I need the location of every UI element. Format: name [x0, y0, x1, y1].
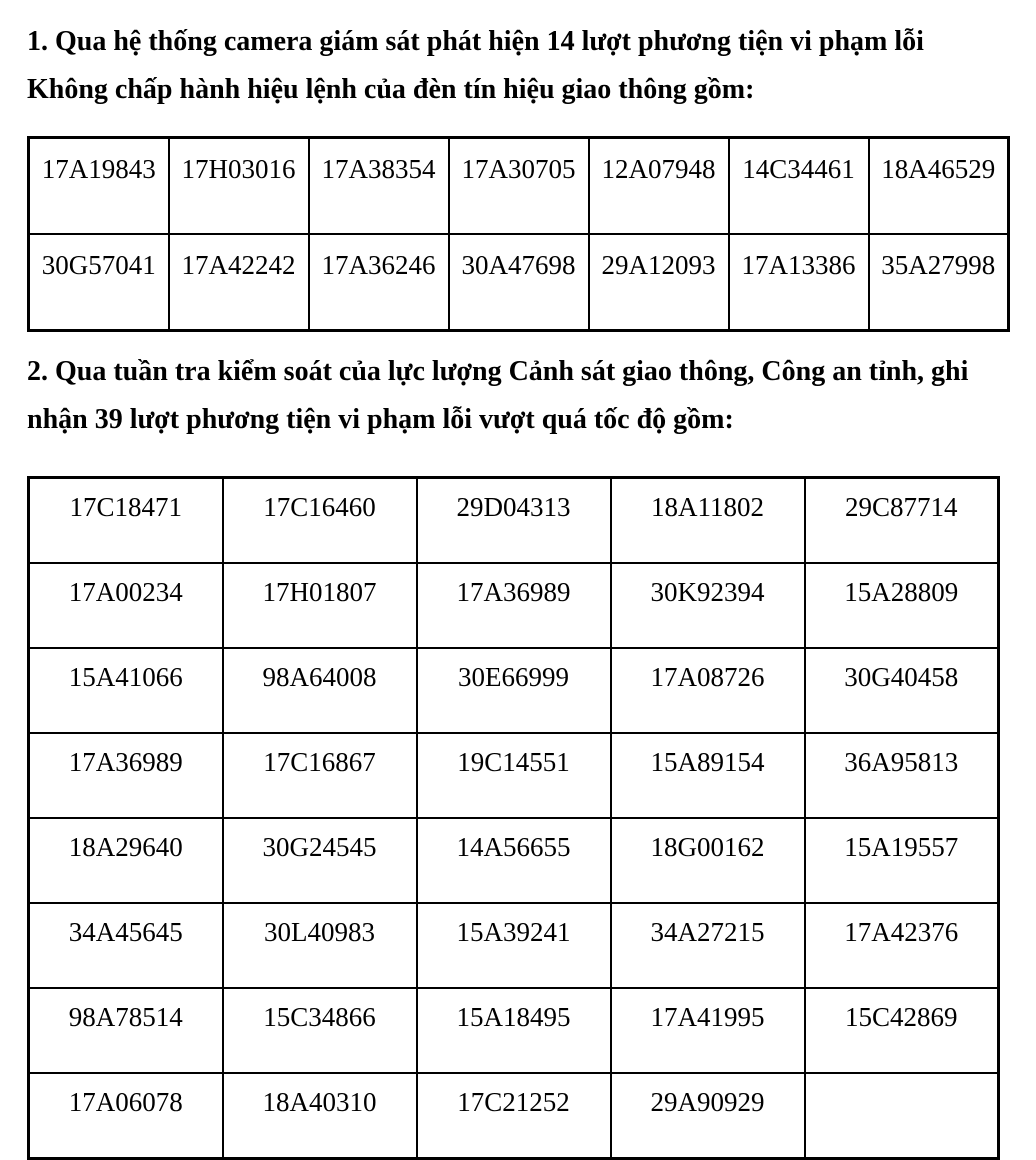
plate-cell: 17A30705: [449, 138, 589, 235]
plate-cell: 18A46529: [869, 138, 1009, 235]
plate-cell: 15A28809: [805, 563, 999, 648]
plate-cell: 15A89154: [611, 733, 805, 818]
plate-cell: 14A56655: [417, 818, 611, 903]
table-row: [29, 563, 999, 648]
plate-cell: 34A45645: [29, 903, 223, 988]
plate-cell: 18A11802: [611, 478, 805, 564]
plate-cell: 17H03016: [169, 138, 309, 235]
plate-cell: 12A07948: [589, 138, 729, 235]
table-row: [29, 138, 1009, 235]
plate-cell: 30G57041: [29, 234, 169, 331]
plate-cell: 15C42869: [805, 988, 999, 1073]
plate-cell: 30A47698: [449, 234, 589, 331]
plate-cell: 35A27998: [869, 234, 1009, 331]
table-row: [29, 234, 1009, 331]
plate-cell: 30G24545: [223, 818, 417, 903]
plate-cell: 17A13386: [729, 234, 869, 331]
table-row: [29, 733, 999, 818]
plate-cell: 98A78514: [29, 988, 223, 1073]
empty-cell: [805, 1073, 999, 1159]
plate-cell: 17A08726: [611, 648, 805, 733]
plate-cell: 17A00234: [29, 563, 223, 648]
section1-heading: 1. Qua hệ thống camera giám sát phát hiện 14 lượt phương tiện vi phạm lỗi Không chấp hành hiệu lệnh của đèn tín hiệu giao thông gồm:: [27, 26, 924, 105]
plate-cell: 15A19557: [805, 818, 999, 903]
plate-cell: 15A41066: [29, 648, 223, 733]
plate-cell: 18G00162: [611, 818, 805, 903]
plate-cell: 15A39241: [417, 903, 611, 988]
plate-cell: 17A42376: [805, 903, 999, 988]
speeding-violations-table: [27, 476, 1000, 1160]
table-row: [29, 903, 999, 988]
plate-cell: 17C18471: [29, 478, 223, 564]
table-row: [29, 478, 999, 564]
plate-cell: 19C14551: [417, 733, 611, 818]
plate-cell: 17C16867: [223, 733, 417, 818]
plate-cell: 29A12093: [589, 234, 729, 331]
plate-cell: 17A42242: [169, 234, 309, 331]
table-row: [29, 1073, 999, 1159]
camera-violations-table: [27, 136, 1010, 332]
camera-violations-table-body: [29, 138, 1009, 331]
plate-cell: 17H01807: [223, 563, 417, 648]
plate-cell: 17A06078: [29, 1073, 223, 1159]
plate-cell: 17A38354: [309, 138, 449, 235]
plate-cell: 34A27215: [611, 903, 805, 988]
plate-cell: 15A18495: [417, 988, 611, 1073]
plate-cell: 36A95813: [805, 733, 999, 818]
plate-cell: 30K92394: [611, 563, 805, 648]
plate-cell: 30L40983: [223, 903, 417, 988]
plate-cell: 17C16460: [223, 478, 417, 564]
plate-cell: 98A64008: [223, 648, 417, 733]
section2-heading: 2. Qua tuần tra kiểm soát của lực lượng Cảnh sát giao thông, Công an tỉnh, ghi nhận 39 lượt phương tiện vi phạm lỗi vượt quá tốc độ gồm:: [27, 356, 969, 435]
plate-cell: 17A36989: [29, 733, 223, 818]
table-row: [29, 988, 999, 1073]
plate-cell: 18A29640: [29, 818, 223, 903]
plate-cell: 17A41995: [611, 988, 805, 1073]
plate-cell: 14C34461: [729, 138, 869, 235]
plate-cell: 17A19843: [29, 138, 169, 235]
plate-cell: 30E66999: [417, 648, 611, 733]
plate-cell: 29D04313: [417, 478, 611, 564]
plate-cell: 29C87714: [805, 478, 999, 564]
speeding-violations-table-body: [29, 478, 999, 1159]
plate-cell: 17A36246: [309, 234, 449, 331]
plate-cell: 30G40458: [805, 648, 999, 733]
plate-cell: 18A40310: [223, 1073, 417, 1159]
table-row: [29, 818, 999, 903]
plate-cell: 15C34866: [223, 988, 417, 1073]
plate-cell: 29A90929: [611, 1073, 805, 1159]
plate-cell: 17C21252: [417, 1073, 611, 1159]
plate-cell: 17A36989: [417, 563, 611, 648]
table-row: [29, 648, 999, 733]
